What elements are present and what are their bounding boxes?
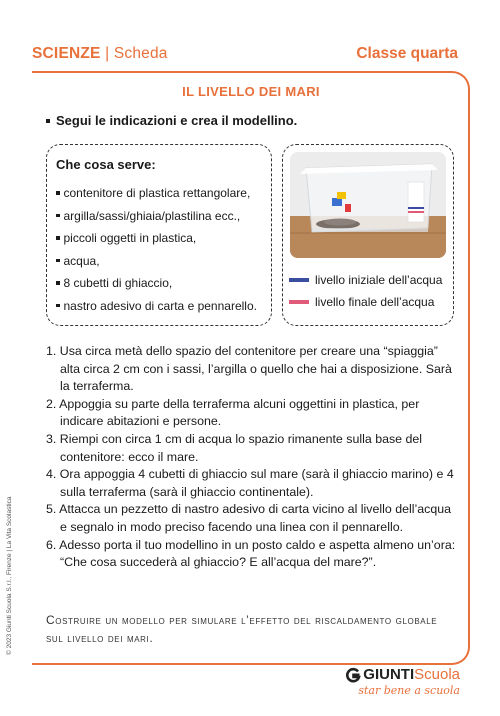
materials-item: argilla/sassi/ghiaia/plastilina ecc.,: [56, 205, 271, 228]
logo-wordmark: [345, 666, 460, 683]
legend-swatch-initial: [289, 278, 309, 282]
model-photo-box: [282, 144, 454, 326]
steps-list: [46, 343, 460, 572]
legend-final: [289, 295, 434, 309]
materials-item: contenitore di plastica rettangolare,: [56, 182, 271, 205]
class-label: Classe quarta: [356, 45, 458, 62]
container-illustration: [290, 152, 446, 258]
footer-note: Costruire un modello per simulare l’effetto del riscaldamento globale sul livello dei mari.: [46, 613, 438, 645]
step-item: 3. Riempi con circa 1 cm di acqua lo spazio rimanente sulla base del contenitore: ecco il mare.: [46, 431, 423, 464]
legend-initial: [289, 273, 442, 287]
logo-brand: GIUNTI: [363, 666, 415, 683]
copyright: © 2023 Giunti Scuola S.r.l., Firenze | La Vita Scolastica: [6, 496, 13, 655]
subject-text: SCIENZE: [32, 45, 101, 62]
materials-item: acqua,: [56, 250, 271, 273]
materials-list: [56, 182, 271, 317]
page-title: IL LIVELLO DEI MARI: [182, 84, 320, 99]
instruction-text: Segui le indicazioni e crea il modellino.: [56, 113, 298, 128]
materials-box: [46, 144, 272, 326]
step-item: 4. Ora appoggia 4 cubetti di ghiaccio sul mare (sarà il ghiaccio marino) e 4 sulla terraferma (sarà il ghiaccio continentale).: [46, 467, 454, 499]
giunti-g-icon: [345, 667, 361, 683]
materials-item: piccoli oggetti in plastica,: [56, 227, 271, 250]
legend-final-label: livello finale dell’acqua: [315, 295, 435, 309]
materials-item: 8 cubetti di ghiaccio,: [56, 272, 271, 295]
materials-item: nastro adesivo di carta e pennarello.: [56, 295, 271, 318]
step-item: 1. Usa circa metà dello spazio del contenitore per creare una “spiaggia” alta circa 2 cm con i sassi, l’argilla o quello che hai a disposizione. Sarà la terraferma.: [46, 344, 452, 394]
materials-title: Che cosa serve:: [56, 157, 156, 172]
logo-tagline: star bene a scuola: [358, 684, 460, 697]
instruction: [46, 113, 297, 128]
legend-swatch-final: [289, 300, 309, 304]
step-item: 6. Adesso porta il tuo modellino in un posto caldo e aspetta almeno un’ora: “Che cosa succederà al ghiaccio? E all’acqua del mare?”.: [46, 537, 456, 570]
step-item: 2. Appoggia su parte della terraferma alcuni oggettini in plastica, per indicare abitazioni e persone.: [46, 396, 420, 429]
step-item: 5. Attacca un pezzetto di nastro adesivo di carta vicino al livello dell’acqua e segnalo in modo preciso facendo una linea con il pennarello.: [46, 502, 451, 534]
publisher-logo: [340, 666, 460, 702]
legend-initial-label: livello iniziale dell’acqua: [315, 273, 443, 287]
page-header: [32, 45, 458, 65]
model-photo: [290, 152, 446, 258]
subject-label: [32, 45, 168, 63]
logo-brand-suffix: Scuola: [414, 666, 460, 683]
sheet-type: Scheda: [113, 45, 168, 62]
header-separator: |: [105, 45, 110, 62]
bullet-icon: [46, 119, 50, 123]
